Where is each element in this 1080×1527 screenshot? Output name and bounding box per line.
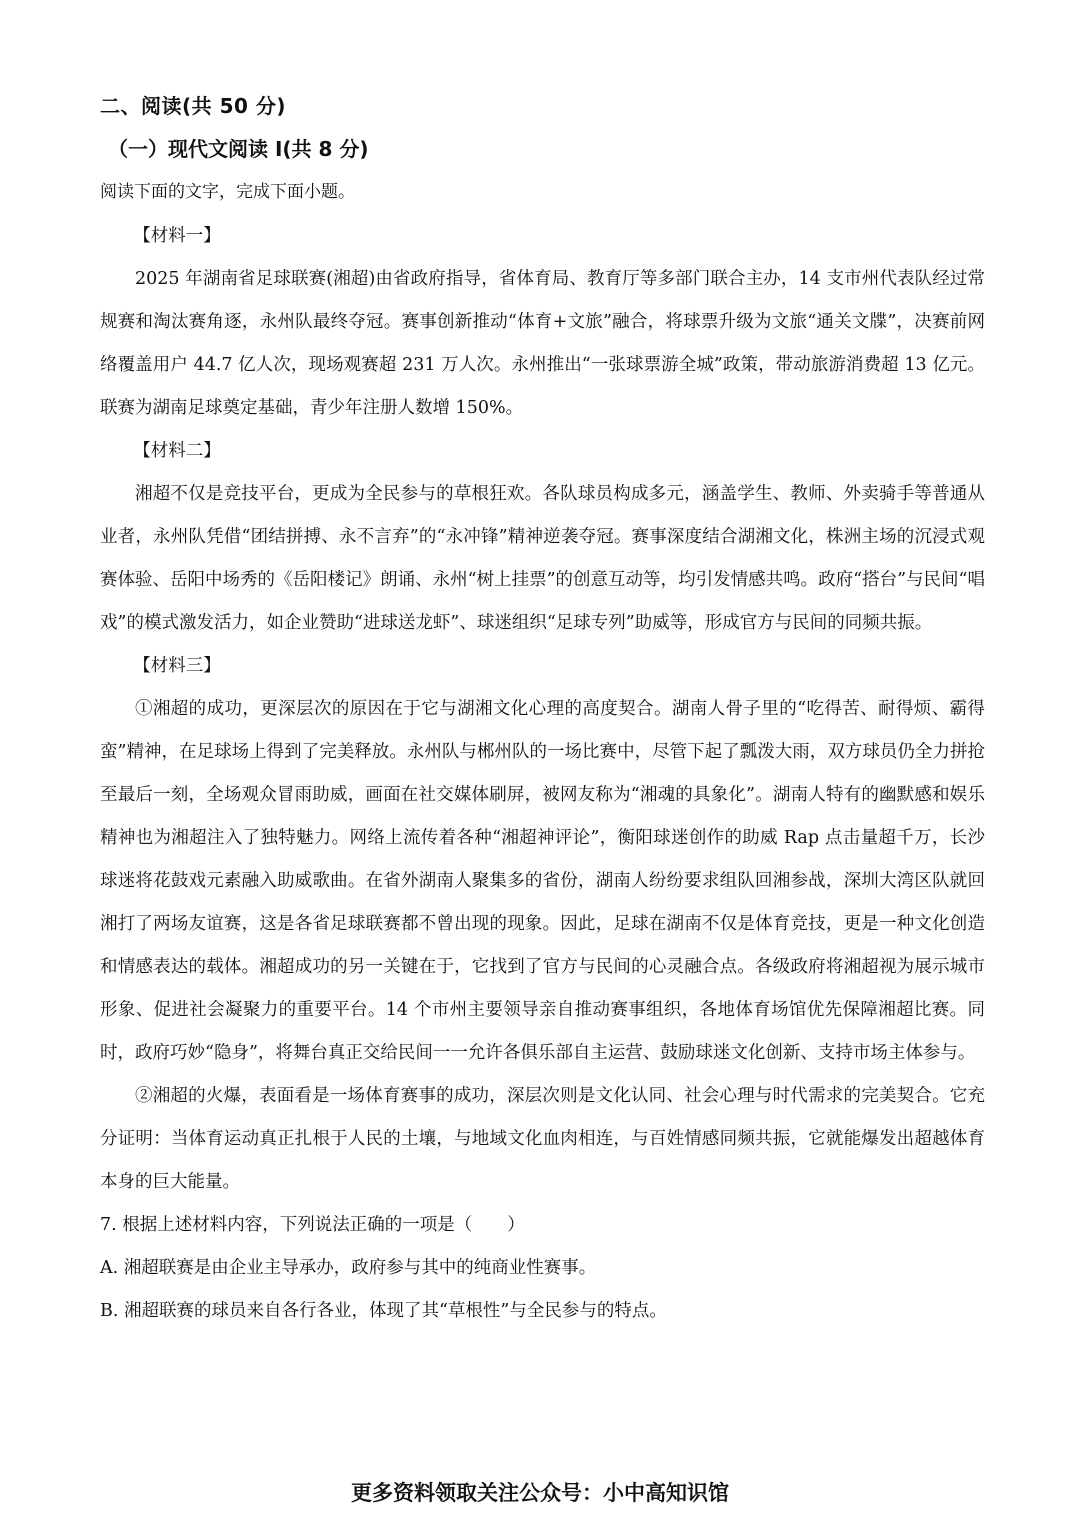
reading-content xyxy=(100,215,985,1333)
material3-label: 【材料三】 xyxy=(133,656,221,676)
material2-label: 【材料二】 xyxy=(133,441,221,461)
subsection-title: （一）现代文阅读 I(共 8 分) xyxy=(108,137,369,161)
material1-label: 【材料一】 xyxy=(133,226,221,246)
material2-paragraph: 湘超不仅是竞技平台，更成为全民参与的草根狂欢。各队球员构成多元，涵盖学生、教师、外卖骑手等普通从业者，永州队凭借“团结拼搏、永不言弃”的“永冲锋”精神逆袭夺冠。赛事深度结合湖湘文化，株洲主场的沉浸式观赛体验、岳阳中场秀的《岳阳楼记》朗诵、永州“树上挂票”的创意互动等，均引发情感共鸣。政府“搭台”与民间“唱戏”的模式激发活力，如企业赞助“进球送龙虾”、球迷组织“足球专列”助威等，形成官方与民间的同频共振。 xyxy=(100,484,985,633)
footer-notice: 更多资料领取关注公众号：小中高知识馆 xyxy=(351,1481,729,1505)
material1-paragraph: 2025 年湖南省足球联赛(湘超)由省政府指导，省体育局、教育厅等多部门联合主办，14 支市州代表队经过常规赛和淘汰赛角逐，永州队最终夺冠。赛事创新推动“体育+文旅”融合，将球票升级为文旅“通关文牒”，决赛前网络覆盖用户 44.7 亿人次，现场观赛超 231 万人次。永州推出“一张球票游全城”政策，带动旅游消费超 13 亿元。联赛为湖南足球奠定基础，青少年注册人数增 150%。 xyxy=(100,269,985,418)
option-b: B. 湘超联赛的球员来自各行各业，体现了其“草根性”与全民参与的特点。 xyxy=(100,1301,667,1321)
material3-paragraph-1: ①湘超的成功，更深层次的原因在于它与湖湘文化心理的高度契合。湖南人骨子里的“吃得苦、耐得烦、霸得蛮”精神，在足球场上得到了完美释放。永州队与郴州队的一场比赛中，尽管下起了瓢泼大雨，双方球员仍全力拼抢至最后一刻，全场观众冒雨助威，画面在社交媒体刷屏，被网友称为“湘魂的具象化”。湖南人特有的幽默感和娱乐精神也为湘超注入了独特魅力。网络上流传着各种“湘超神评论”，衡阳球迷创作的助威 Rap 点击量超千万，长沙球迷将花鼓戏元素融入助威歌曲。在省外湖南人聚集多的省份，湖南人纷纷要求组队回湘参战，深圳大湾区队就回湘打了两场友谊赛，这是各省足球联赛都不曾出现的现象。因此，足球在湖南不仅是体育竞技，更是一种文化创造和情感表达的载体。湘超成功的另一关键在于，它找到了官方与民间的心灵融合点。各级政府将湘超视为展示城市形象、促进社会凝聚力的重要平台。14 个市州主要领导亲自推动赛事组织，各地体育场馆优先保障湘超比赛。同时，政府巧妙“隐身”，将舞台真正交给民间一一允许各俱乐部自主运营、鼓励球迷文化创新、支持市场主体参与。 xyxy=(100,699,985,1063)
section-title: 二、阅读(共 50 分) xyxy=(100,94,287,118)
material3-paragraph-2: ②湘超的火爆，表面看是一场体育赛事的成功，深层次则是文化认同、社会心理与时代需求的完美契合。它充分证明：当体育运动真正扎根于人民的土壤，与地域文化血肉相连，与百姓情感同频共振，它就能爆发出超越体育本身的巨大能量。 xyxy=(100,1086,985,1192)
instruction-text: 阅读下面的文字，完成下面小题。 xyxy=(100,182,355,202)
option-a: A. 湘超联赛是由企业主导承办，政府参与其中的纯商业性赛事。 xyxy=(100,1258,597,1278)
question-stem: 7. 根据上述材料内容，下列说法正确的一项是（ ） xyxy=(100,1215,525,1235)
